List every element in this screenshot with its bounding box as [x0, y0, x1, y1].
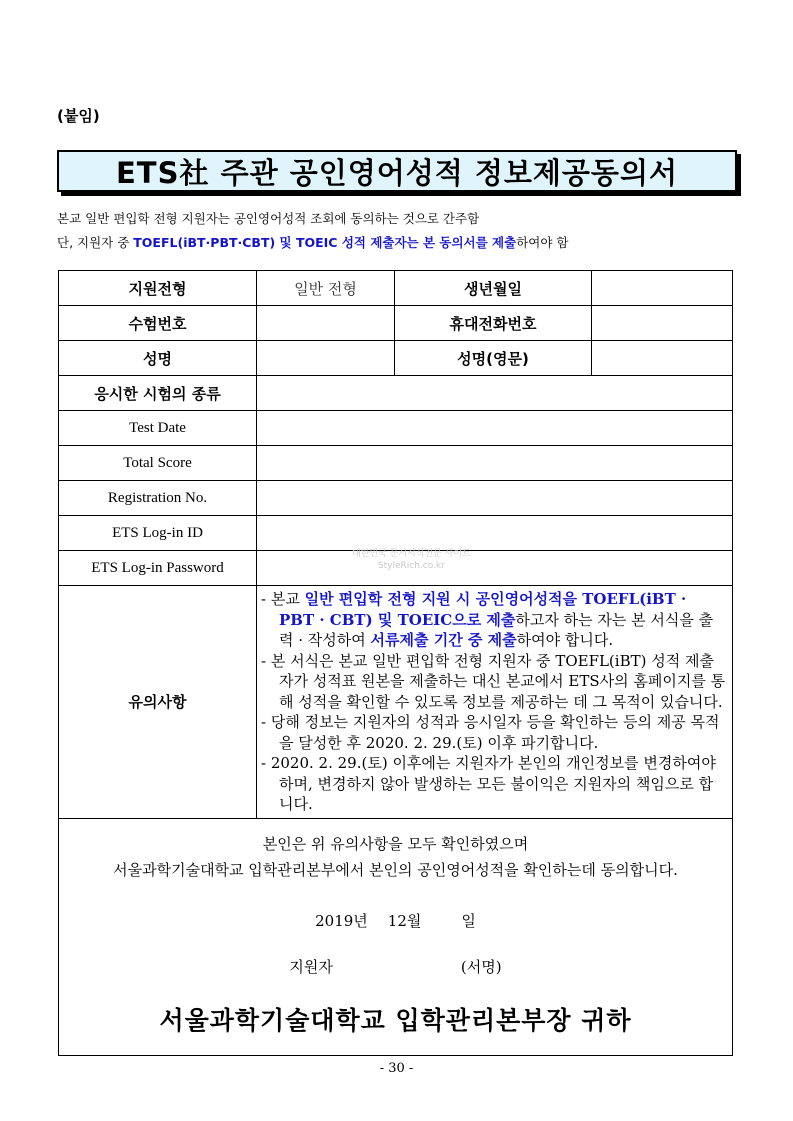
declaration-line-2: 서울과학기술대학교 입학관리본부에서 본인의 공인영어성적을 확인하는데 동의합니다. [113, 860, 678, 879]
page-number: - 30 - [379, 1061, 414, 1076]
notes-content [257, 586, 733, 819]
note-3: - 당해 정보는 지원자의 성적과 응시일자 등을 확인하는 등의 제공 목적을 달성한 후 2020. 2. 29.(토) 이후 파기합니다. [261, 713, 720, 752]
test-date-field[interactable] [257, 411, 733, 446]
total-score-field[interactable] [257, 446, 733, 481]
registration-number-field[interactable] [257, 481, 733, 516]
login-password-field[interactable] [257, 551, 733, 586]
test-type-field[interactable] [257, 376, 733, 411]
login-password-label: ETS Log-in Password [59, 551, 257, 586]
phone-field[interactable] [592, 306, 733, 341]
exam-number-label: 수험번호 [59, 306, 257, 341]
note-2: - 본 서식은 본교 일반 편입학 전형 지원자 중 TOEFL(iBT) 성적 제출자가 성적표 원본을 제출하는 대신 본교에서 ETS사의 홈페이지를 통해 성적을 확인할 수 있도록 정보를 제공하는 데 그 목적이 있습니다. [261, 651, 726, 711]
name-english-label: 성명(영문) [395, 341, 592, 376]
note-1-deadline: 서류제출 기간 중 제출 [370, 631, 517, 649]
name-english-field[interactable] [592, 341, 733, 376]
note-1-a: - 본교 [261, 590, 305, 608]
document-title: ETS社 주관 공인영어성적 정보제공동의서 [57, 150, 737, 192]
consent-form-table [58, 270, 733, 1056]
watermark-line-1: 대한민국 문서서식전문 사이트 [352, 549, 471, 559]
registration-number-label: Registration No. [59, 481, 257, 516]
note-1-highlight: 일반 편입학 전형 지원 시 공인영어성적을 TOEFL(iBT · PBT · CBT) 및 TOEIC으로 제출 [279, 590, 687, 629]
test-date-label: Test Date [59, 411, 257, 446]
login-id-label: ETS Log-in ID [59, 516, 257, 551]
applicant-label: 지원자 [289, 957, 333, 976]
intro-line-2-prefix: 단, 지원자 중 [57, 235, 134, 250]
test-type-label: 응시한 시험의 종류 [59, 376, 257, 411]
birth-label: 생년월일 [395, 271, 592, 306]
intro-line-1: 본교 일반 편입학 전형 지원자는 공인영어성적 조회에 동의하는 것으로 간주함 [57, 211, 480, 226]
date-day[interactable]: 일 [461, 911, 476, 930]
birth-field[interactable] [592, 271, 733, 306]
date-year: 2019년 [315, 911, 368, 930]
signature-line [59, 956, 732, 977]
declaration-section [59, 818, 733, 1055]
login-id-field[interactable] [257, 516, 733, 551]
note-1-e: 하여야 합니다. [516, 631, 614, 649]
track-label: 지원전형 [59, 271, 257, 306]
note-1 [261, 589, 726, 651]
attachment-label: (붙임) [57, 107, 100, 125]
track-value[interactable]: 일반 전형 [257, 271, 395, 306]
note-4: - 2020. 2. 29.(토) 이후에는 지원자가 본인의 개인정보를 변경하여야 하며, 변경하지 않아 발생하는 모든 불이익은 지원자의 책임으로 합니다. [261, 754, 716, 813]
watermark [352, 548, 471, 572]
notes-label: 유의사항 [59, 586, 257, 819]
date-line [59, 910, 732, 931]
total-score-label: Total Score [59, 446, 257, 481]
intro-line-2-suffix: 하여야 함 [516, 235, 569, 250]
exam-number-field[interactable] [257, 306, 395, 341]
date-month[interactable]: 12월 [387, 911, 422, 930]
phone-label: 휴대전화번호 [395, 306, 592, 341]
addressee: 서울과학기술대학교 입학관리본부장 귀하 [159, 1005, 632, 1035]
signature-field[interactable]: (서명) [460, 957, 502, 976]
watermark-line-2: StyleRich.co.kr [377, 561, 445, 571]
name-label: 성명 [59, 341, 257, 376]
declaration-line-1: 본인은 위 유의사항을 모두 확인하였으며 [262, 834, 529, 853]
name-field[interactable] [257, 341, 395, 376]
note-1-c: 하고자 하는 자는 본 서식을 출력 · 작성하여 [279, 610, 714, 649]
intro-line-2-highlight: TOEFL(iBT·PBT·CBT) 및 TOEIC 성적 제출자는 본 동의서를 제출 [133, 235, 517, 250]
intro-line-2 [57, 233, 569, 251]
